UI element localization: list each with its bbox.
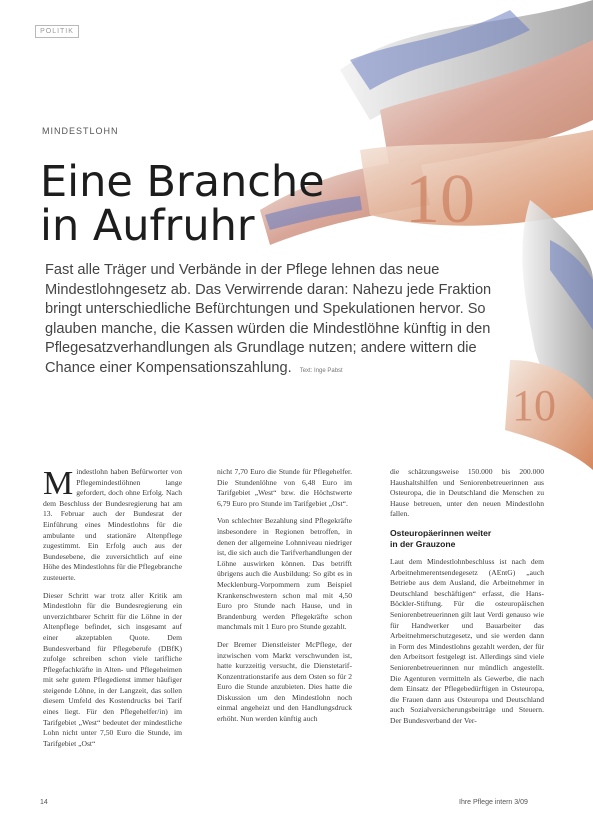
subheading-line: in der Grauzone [390,538,456,549]
paragraph: Dieser Schritt war trotz aller Kritik am Mindestlohn für die Bundesregierung ein unverzichtbarer Schritt für die Löhne in der Altenpflege befindet, sich insgesamt auf einer akzeptablen Quote. Dem Bundesverband für Pflegeberufe (DBfK) zufolge schreiben schon viele tarifliche Pflegefachkräfte in Alten- und Pflegeheimen mit sehr gutem Pflegedienst immer häufiger steigende Löhne, in der Langzeit, das sollen diesem Umfeld des Kostendrucks bei Tarif eines liegt. Für den Pflegehelfer/in) im Tarifgebiet „West“ bedeutet der mindestliche Lohn nicht unter 7,50 Euro die Stunde, im Tarifgebiet „Ost“ [43,590,182,748]
drop-cap: M [43,465,74,502]
banknote-value-2: 10 [512,381,556,430]
paragraph [43,467,182,584]
title-line-1: Eine Branche [40,157,325,207]
paragraph: Laut dem Mindestlohnbeschluss ist nach dem Arbeitnehmerentsendegesetz (AEntG) „auch Betriebe aus dem Ausland, die Arbeitnehmer in Deutschland beschäftigen“ erfasst, die Hans-Böckler-Stiftung. Für die osteuropäischen Seniorenbetreuerinnen gilt laut Verdi genauso wie für Handwerker und Bauarbeiter das Arbeitnehmerschutzgesetz, und sie werden dann in Form des Mindestlohns gezahlt werden, der für den Arbeitsort festgelegt ist. Allerdings sind viele Seniorenbetreuerinnen nur mündlich angestellt. Die Agenturen vermitteln als Gewerbe, die nach dem Einsatz der Pflegebedürftigen in Osteuropa, die Frauen dann aus Osteuropa und Deutschland auch Sozialversicherungsbeiträge und Steuern. Der Bundesverband der Ver- [390,556,544,725]
article-column-3 [390,467,544,733]
article-title [40,157,325,251]
lead-text: Fast alle Träger und Verbände in der Pflege lehnen das neue Mindestlohngesetz ab. Das Verwirrende daran: Nahezu jede Fraktion bringt unterschiedliche Befürchtungen und Spekulationen hervor. So glauben manche, die Kassen würden die Mindestlöhne künftig in den Pflegesatzverhandlungen als Grundlage nutzen; andere wittern die Chance einer Kompensationszahlung. [45,262,492,376]
paragraph-text: indestlohn haben Befürworter von Pflegemindestlöhnen lange gefordert, doch ohne Erfolg. Nach dem Beschluss der Bundesregierung hat am 13. Februar auch der Bundesrat der Einführung eines Mindestlohns für die ambulante und stationäre Altenpflege zugestimmt. Ein Erfolg auch aus der Bundesebene, die zuversichtlich auf eine Höhe des Mindestlohns für die Pflegebranche zusteuerte. [43,467,182,582]
paragraph: nicht 7,70 Euro die Stunde für Pflegehelfer. Die Stundenlöhne von 6,48 Euro im Tarifgebiet „West“ bzw. die Höchstwerte 6,79 Euro pro Stunde im Tarifgebiet „Ost“. [217,467,352,508]
magazine-footer: Ihre Pflege intern 3/09 [459,799,528,806]
article-column-1 [43,467,182,756]
title-line-2: in Aufruhr [40,201,255,251]
subheading [390,528,544,550]
banknote-value: 10 [405,161,475,238]
author-credit: Text: Inge Pabst [299,367,343,374]
paragraph: Von schlechter Bezahlung sind Pflegekräfte insbesondere in Regionen betroffen, in denen der allgemeine Lohnniveau niedriger ist, die sich auch die Tarifverhandlungen der Löhne auswirken können. Das betrifft übrigens auch die Ausbildung: So gibt es in Mecklenburg-Vorpommern zum Beispiel Krankenschwestern schon mal mit 4,50 Euro pro Stunde nach Hause, und in Brandenburg werden Pflegekräfte schon manchmals mit 1 Euro pro Stunde gezahlt. [217,516,352,632]
article-lead [45,261,515,382]
section-label: POLITIK [35,25,79,38]
article-kicker: MINDESTLOHN [42,126,119,136]
paragraph: Der Bremer Dienstleister McPflege, der inzwischen vom Markt verschwunden ist, hatte kurzzeitig versucht, die Dienstetarif-Konzentrationstarife aus dem Osten so für 2 Euro die Stunde anzubieten. Dies hatte die Diskussion um den Mindestlohn noch einmal angeheizt und den Handlungsdruck erhöht. Nun werden künftig auch [217,639,352,724]
paragraph: die schätzungsweise 150.000 bis 200.000 Haushaltshilfen und Seniorenbetreuerinnen aus Osteuropa, die in Deutschland die Menschen zu Hause betreuen, unter den neuen Mindestlohn fallen. [390,467,544,519]
page-number: 14 [40,799,48,806]
subheading-line: Osteuropäerinnen weiter [390,527,492,538]
article-column-2 [217,467,352,732]
